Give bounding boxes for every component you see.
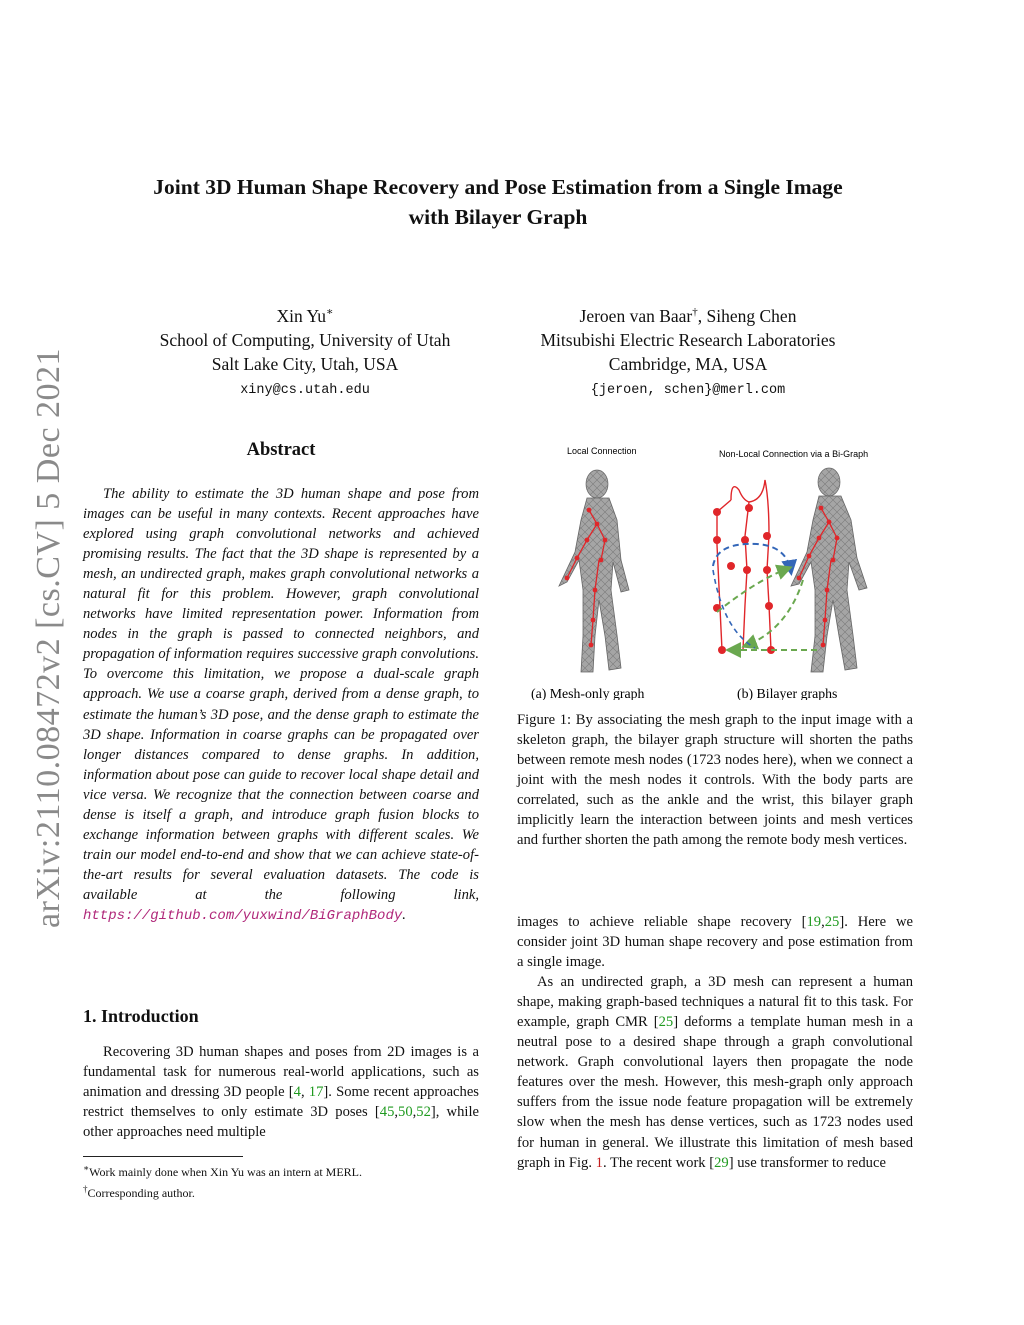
intro-paragraph: Recovering 3D human shapes and poses from 2D images is a fundamental task for numerous real-world applications, such as animation and dressing 3D people [4, 17]. Some recent approaches restrict themselves to only estimate 3D poses [45,50,52], while other approaches need multiple [83, 1044, 479, 1141]
abstract-heading: Abstract [246, 440, 316, 460]
author-email-1[interactable]: xiny@cs.utah.edu [240, 382, 370, 398]
author-affiliation-1: School of Computing, University of Utah [159, 329, 451, 350]
author-mark-1: ∗ [325, 306, 334, 318]
citation-link[interactable]: 52 [416, 1104, 431, 1121]
title-line-1: Joint 3D Human Shape Recovery and Pose Estimation from a Single Image [153, 175, 843, 199]
title-line-2: with Bilayer Graph [408, 205, 588, 229]
author-block-1 [95, 300, 515, 403]
figure-ref-link[interactable]: 1 [595, 1154, 603, 1171]
right-column-text [517, 912, 913, 1173]
subcaption-b: (b) Bilayer graphs [737, 686, 838, 700]
author-affiliation-2: Mitsubishi Electric Research Laboratories [540, 329, 836, 350]
right-paragraph-1: images to achieve reliable shape recovery [19,25]. Here we consider joint 3D human shape recovery and pose estimation from a single image. [517, 914, 913, 971]
citation-link[interactable]: 45 [379, 1104, 395, 1121]
footnote-rule [83, 1156, 243, 1157]
citation-link[interactable]: 25 [658, 1014, 674, 1031]
author-mark-2: † [692, 306, 698, 318]
citation-link[interactable]: 25 [824, 914, 840, 930]
figure-1-illustration [517, 440, 913, 700]
mesh-human-left [559, 470, 629, 672]
citation-link[interactable]: 29 [714, 1154, 729, 1171]
figure-1-caption: Figure 1: By associating the mesh graph to the input image with a skeleton graph, the bilayer graph structure will shorten the paths between remote mesh nodes (1723 nodes here), when we connect a joint with the mesh nodes it controls. With the body parts are correlated, such as the ankle and the wrist, this bilayer graph implicitly learn the interaction between joints and mesh vertices and further shorten the path among the remote body mesh vertices. [517, 712, 913, 849]
author-name-1: Xin Yu∗ [276, 305, 334, 326]
mesh-human-right [791, 468, 867, 672]
code-link[interactable]: https://github.com/yuxwind/BiGraphBody [83, 907, 403, 924]
citation-link[interactable]: 4 [293, 1084, 301, 1101]
section-heading-introduction: 1. Introduction [83, 1006, 199, 1026]
author-name-2: Jeroen van Baar†, Siheng Chen [579, 305, 797, 326]
subcaption-a: (a) Mesh-only graph [531, 686, 645, 700]
author-location-1: Salt Lake City, Utah, USA [211, 353, 399, 374]
figure-1 [517, 440, 913, 700]
right-paragraph-2: As an undirected graph, a 3D mesh can represent a human shape, making graph-based techniques a natural fit to this task. For example, graph CMR [25] deforms a template human mesh in a neutral pose to a desired shape through a graph convolutional network. Graph convolutional layers then propagate the node features over the mesh. However, this mesh-graph only approach suffers from the issue node feature propagation will be extremely slow when the mesh has dense vertices, such as 1723 nodes used for human in general. We illustrate this limitation of mesh based graph in Fig. 1. The recent work [29] use transformer to reduce [517, 974, 913, 1171]
arxiv-stamp: arXiv:2110.08472v2 [cs.CV] 5 Dec 2021 [30, 347, 67, 928]
footnotes [83, 1160, 479, 1202]
figure-label-nonlocal: Non-Local Connection via a Bi-Graph [719, 449, 869, 459]
author-block-2 [478, 300, 898, 403]
author-email-2[interactable]: {jeroen, schen}@merl.com [590, 382, 786, 398]
skeleton-graph [713, 480, 775, 654]
blue-dashed-arrow [713, 544, 791, 572]
footnote-1: ∗Work mainly done when Xin Yu was an intern at MERL. [83, 1163, 362, 1179]
abstract-body: The ability to estimate the 3D human shape and pose from images can be useful in many contexts. Recent approaches have explored using graph convolutional networks and achieved promising results. The fact that the 3D shape is represented by a mesh, an undirected graph, makes graph convolutional networks a natural fit for this problem. However, graph convolutional networks have limited representation power. Information from nodes in the graph is passed to connected neighbors, and propagation of information requires successive graph convolutions. To overcome this limitation, we propose a dual-scale graph approach. We use a coarse graph, derived from a dense graph, to estimate the human’s 3D pose, and the dense graph to estimate the 3D shape. Information in coarse graphs can be propagated over longer distances compared to dense graphs. In addition, information about pose can guide to recover local shape detail and vice versa. We recognize that the connection between coarse and dense is itself a graph, and introduce graph fusion blocks to exchange information between graphs with different scales. We train our model end-to-end and show that we can achieve state-of-the-art results for several evaluation datasets. The code is available at the following link, https://github.com/yuxwind/BiGraphBody. [83, 486, 479, 924]
paper-title [60, 172, 936, 232]
green-dashed-arrow-upper [717, 568, 789, 612]
footnote-2: †Corresponding author. [83, 1184, 195, 1200]
author-location-2: Cambridge, MA, USA [608, 353, 768, 374]
citation-link[interactable]: 17 [308, 1084, 324, 1101]
citation-link[interactable]: 50 [398, 1104, 413, 1121]
figure-label-local: Local Connection [567, 446, 637, 456]
green-dashed-arrow-lower [745, 580, 803, 646]
citation-link[interactable]: 19 [806, 914, 822, 930]
